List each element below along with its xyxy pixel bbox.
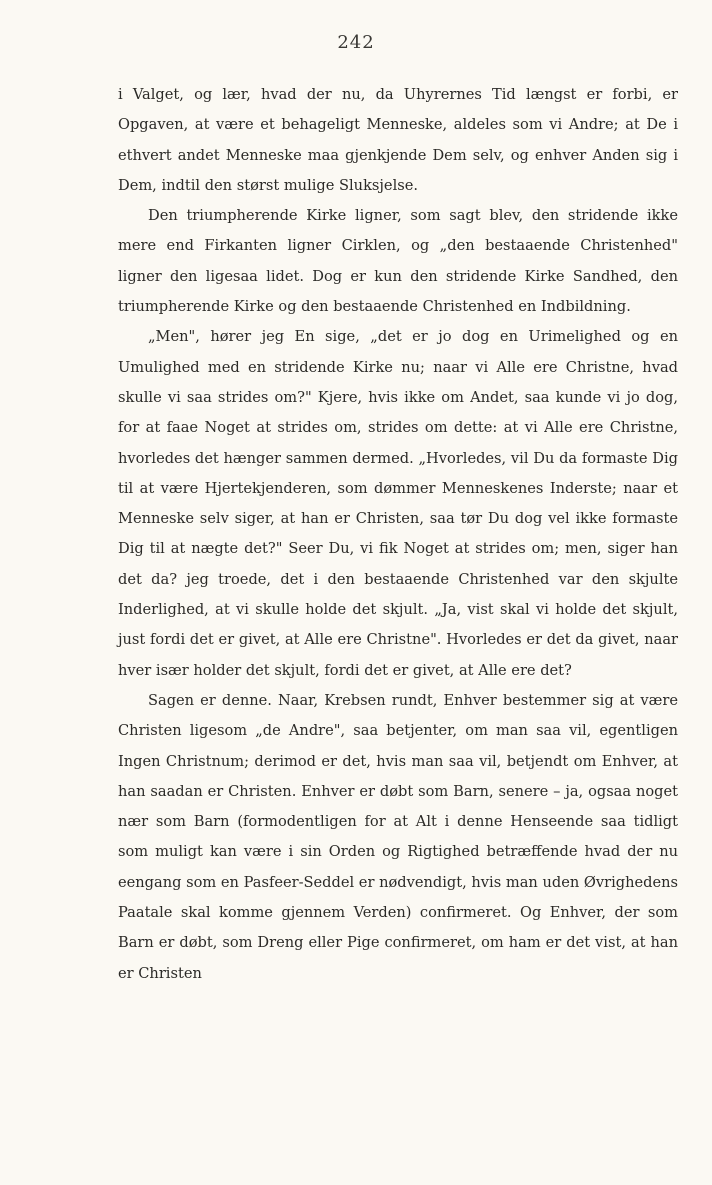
paragraph-2: Den triumpherende Kirke ligner, som sagt blev, den stridende ikke mere end Firkanten ligner Cirklen, og „den bestaaende Christenhed" ligner den ligesaa lidet. Dog er kun den stridende Kirke Sandhed, den triumpherende Kirke og den bestaaende Christenhed en Indbildning.: [118, 207, 678, 316]
paragraph-4: Sagen er denne. Naar, Krebsen rundt, Enhver bestemmer sig at være Christen ligesom „de Andre", saa betjenter, om man saa vil, egentligen Ingen Christnum; derimod er det, hvis man saa vil, betjendt om Enhver, at han saadan er Christen. Enhver er døbt som Barn, senere – ja, ogsaa noget nær som Barn (formodentligen for at Alt i denne Henseende saa tidligt som muligt kan være i sin Orden og Rigtighed betræffende hvad der nu eengang som en Pasfeer-Seddel er nødvendigt, hvis man uden Øvrighedens Paatale skal komme gjennem Verden) confirmeret. Og Enhver, der som Barn er døbt, som Dreng eller Pige confirmeret, om ham er det vist, at han er Christen: [118, 691, 678, 982]
body-text: [118, 80, 678, 989]
paragraph-3: „Men", hører jeg En sige, „det er jo dog en Urimelighed og en Umulighed med en stridende Kirke nu; naar vi Alle ere Christne, hvad skulle vi saa strides om?" Kjere, hvis ikke om Andet, saa kunde vi jo dog, for at faae Noget at strides om, strides om dette: at vi Alle ere Christne, hvorledes det hænger sammen dermed. „Hvorledes, vil Du da formaste Dig til at være Hjertekjenderen, som dømmer Menneskenes Inderste; naar et Menneske selv siger, at han er Christen, saa tør Du dog vel ikke formaste Dig til at nægte det?" Seer Du, vi fik Noget at strides om; men, siger han det da? jeg troede, det i den bestaaende Christenhed var den skjulte Inderlighed, at vi skulle holde det skjult. „Ja, vist skal vi holde det skjult, just fordi det er givet, at Alle ere Christne". Hvorledes er det da givet, naar hver især holder det skjult, fordi det er givet, at Alle ere det?: [118, 328, 678, 679]
paragraph-1: i Valget, og lær, hvad der nu, da Uhyrernes Tid længst er forbi, er Opgaven, at være et behageligt Menneske, aldeles som vi Andre; at De i ethvert andet Menneske maa gjenkjende Dem selv, og enhver Anden sig i Dem, indtil den størst mulige Sluksjelse.: [118, 86, 678, 194]
page-number: 242: [337, 32, 375, 53]
